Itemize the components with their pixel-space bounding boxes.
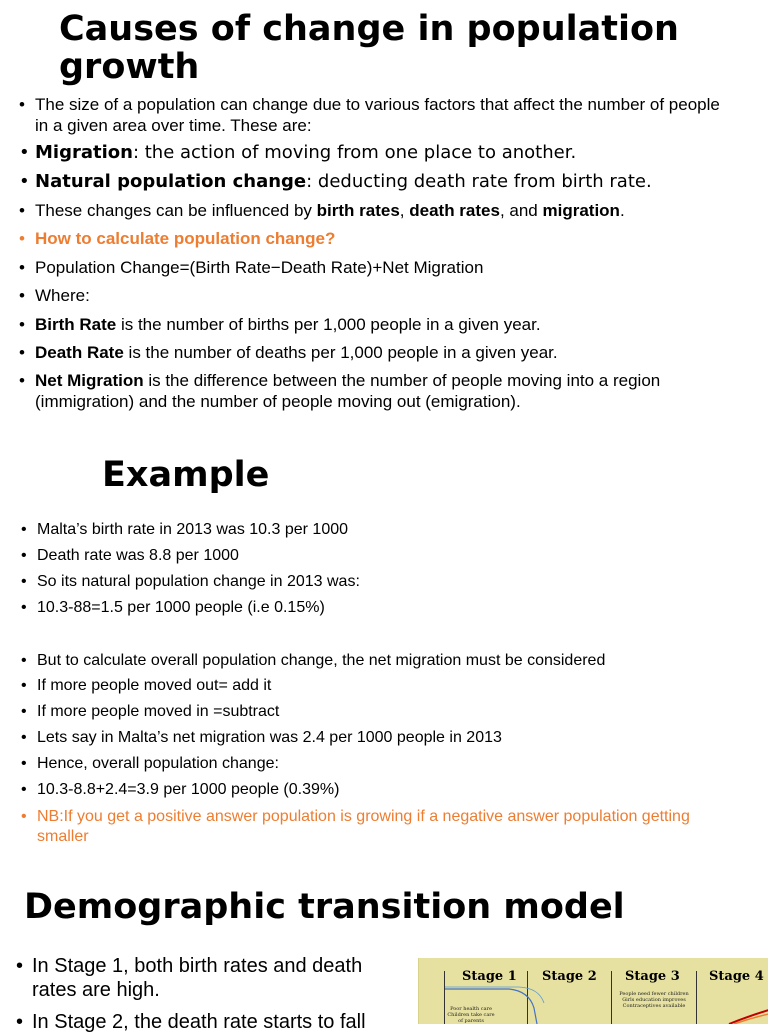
list-item: • Malta’s birth rate in 2013 was 10.3 per 1000 xyxy=(18,520,727,540)
natural-change-definition: • Natural population change: deducting death rate from birth rate. xyxy=(16,171,765,193)
stage-3-note: People need fewer children Girls education improves Contraceptives available xyxy=(619,991,689,1009)
death-rate-curve xyxy=(445,989,537,1024)
list-item: • So its natural population change in 2013 was: xyxy=(18,572,727,592)
list-item: • If more people moved in =subtract xyxy=(18,702,727,722)
list-item: • Hence, overall population change: xyxy=(18,754,727,774)
birth-rate-item: • Birth Rate is the number of births per 1,000 people in a given year. xyxy=(16,314,725,335)
list-item: • 10.3-8.8+2.4=3.9 per 1000 people (0.39%) xyxy=(18,780,727,800)
stage-4-label: Stage 4 xyxy=(709,969,764,984)
list-item: • If more people moved out= add it xyxy=(18,676,727,696)
example-heading: Example xyxy=(102,455,270,495)
stage-1-note: Poor health care Children take care of parents xyxy=(447,1006,495,1024)
page-title: Causes of change in population growth xyxy=(59,9,679,87)
net-migration-item: • Net Migration is the difference between the number of people moving into a region (immigration) and the number of people moving out (emigration). xyxy=(16,370,725,412)
formula: • Population Change=(Birth Rate−Death Rate)+Net Migration xyxy=(16,257,725,278)
how-to-heading: • How to calculate population change? xyxy=(16,228,725,249)
demographic-transition-diagram xyxy=(418,958,768,1024)
migration-term: Migration xyxy=(35,142,133,163)
list-item: • In Stage 1, both birth rates and death rates are high. xyxy=(16,954,382,1002)
where-label: • Where: xyxy=(16,285,725,306)
death-rate-item: • Death Rate is the number of deaths per 1,000 people in a given year. xyxy=(16,342,725,363)
influence-item: • These changes can be influenced by birth rates, death rates, and migration. xyxy=(16,200,725,221)
list-item: • Lets say in Malta’s net migration was 2.4 per 1000 people in 2013 xyxy=(18,728,727,748)
population-curves xyxy=(419,958,768,1024)
natural-change-term: Natural population change xyxy=(35,171,307,192)
list-item: • Death rate was 8.8 per 1000 xyxy=(18,546,727,566)
list-item: • The size of a population can change due to various factors that affect the number of people in a given area over time. These are: xyxy=(16,94,725,136)
stage-2-label: Stage 2 xyxy=(542,969,597,984)
nb-note: • NB:If you get a positive answer population is growing if a negative answer population getting smaller xyxy=(18,807,697,847)
list-item: • 10.3-88=1.5 per 1000 people (i.e 0.15%) xyxy=(18,598,727,618)
stage-3-label: Stage 3 xyxy=(625,969,680,984)
dtm-heading: Demographic transition model xyxy=(24,887,625,927)
migration-definition: • Migration: the action of moving from one place to another. xyxy=(16,142,755,164)
stage-1-label: Stage 1 xyxy=(462,969,517,984)
population-curve xyxy=(729,1010,768,1024)
list-item: • But to calculate overall population change, the net migration must be considered xyxy=(18,651,727,671)
list-item: • In Stage 2, the death rate starts to fall xyxy=(16,1010,382,1034)
